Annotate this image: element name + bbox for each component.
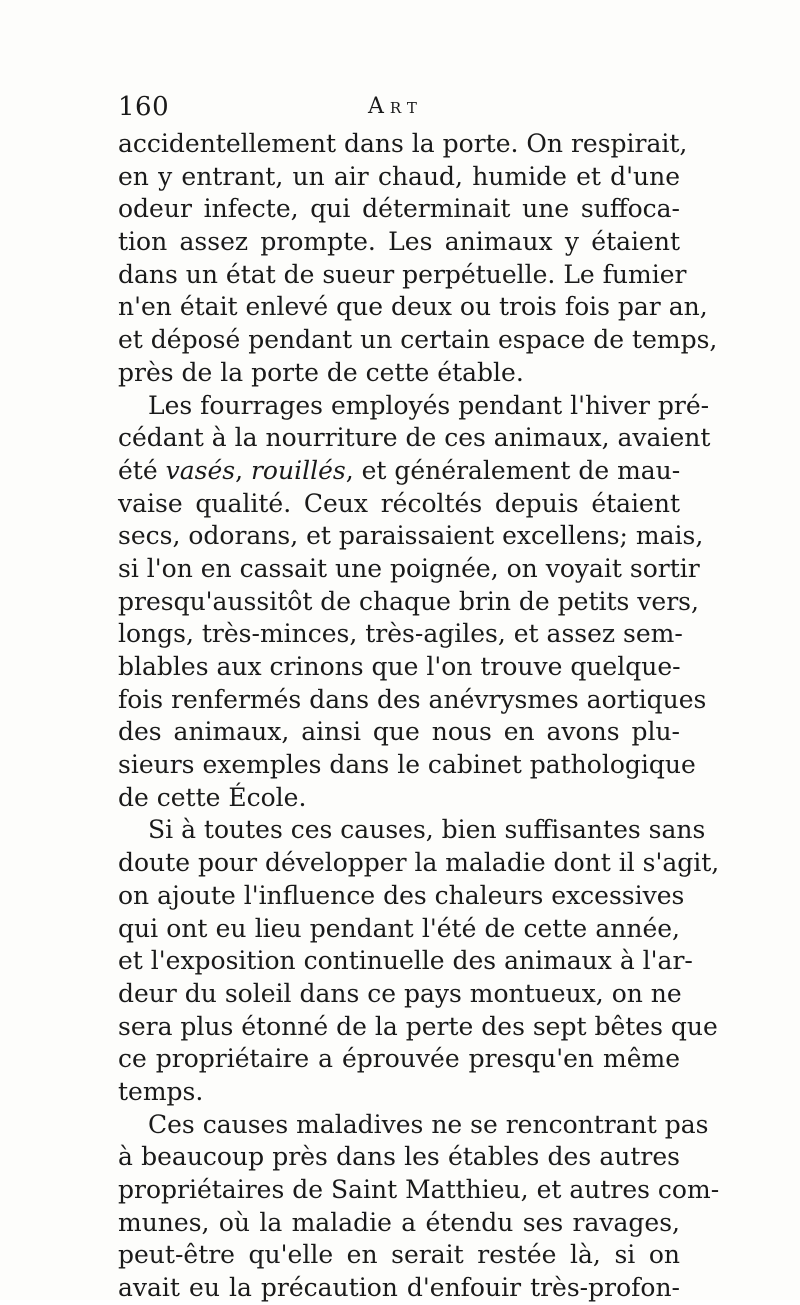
paragraph-start-line: Si à toutes ces causes, bien suffisantes sans (148, 815, 706, 845)
text-line: à beaucoup près dans les étables des autres (118, 1142, 680, 1172)
text-line: près de la porte de cette étable. (118, 357, 524, 387)
text-line: avait eu la précaution d'enfouir très-profon- (118, 1273, 680, 1303)
running-head: Art (368, 94, 423, 119)
text-line: accidentellement dans la porte. On respirait, (118, 129, 688, 158)
text-line: si l'on en cassait une poignée, on voyait sortir (118, 553, 700, 583)
text-line: n'en était enlevé que deux ou trois fois par an, (118, 292, 708, 322)
text-line: peut-être qu'elle en serait restée là, si on (118, 1240, 680, 1270)
text-line: sieurs exemples dans le cabinet pathologique (118, 750, 696, 780)
text-line: ce propriétaire a éprouvée presqu'en même (118, 1044, 680, 1074)
paragraph-start-line: Ces causes maladives ne se rencontrant pas (148, 1109, 709, 1139)
text-line: sera plus étonné de la perte des sept bêtes que (118, 1011, 718, 1041)
text-line: doute pour développer la maladie dont il s'agit, (118, 848, 720, 878)
page-number: 160 (118, 92, 170, 122)
text-line: temps. (118, 1076, 204, 1106)
text-line: munes, où la maladie a étendu ses ravages, (118, 1207, 680, 1237)
text-line: de cette École. (118, 782, 307, 812)
text-line: presqu'aussitôt de chaque brin de petits vers, (118, 586, 699, 616)
text-line: dans un état de sueur perpétuelle. Le fumier (118, 259, 687, 289)
text-line: été vasés, rouillés, et généralement de mau- (118, 455, 681, 485)
text-line: et l'exposition continuelle des animaux à l'ar- (118, 946, 693, 976)
body-text (118, 128, 720, 1305)
text-line: et déposé pendant un certain espace de temps, (118, 325, 718, 355)
italic-word: vasés (165, 455, 236, 485)
text-line: blables aux crinons que l'on trouve quelque- (118, 652, 681, 681)
text-line: cédant à la nourriture de ces animaux, avaient (118, 423, 711, 453)
text-line: odeur infecte, qui déterminait une suffoca- (118, 194, 680, 224)
text-line: qui ont eu lieu pendant l'été de cette année, (118, 913, 680, 943)
text-line: des animaux, ainsi que nous en avons plu- (118, 717, 680, 747)
text-line: tion assez prompte. Les animaux y étaient (118, 227, 680, 257)
text-line: deur du soleil dans ce pays montueux, on ne (118, 978, 682, 1008)
page-header (118, 92, 688, 126)
paragraph-start-line: Les fourrages employés pendant l'hiver pré- (148, 390, 710, 420)
text-line: longs, très-minces, très-agiles, et assez sem- (118, 619, 683, 649)
text-line: on ajoute l'influence des chaleurs excessives (118, 880, 685, 910)
text-line: fois renfermés dans des anévrysmes aortiques (118, 684, 707, 714)
text-line: propriétaires de Saint Matthieu, et autres com- (118, 1175, 720, 1204)
italic-word: rouillés (250, 455, 346, 485)
text-line: en y entrant, un air chaud, humide et d'une (118, 161, 680, 191)
text-line: secs, odorans, et paraissaient excellens; mais, (118, 521, 704, 551)
text-line: vaise qualité. Ceux récoltés depuis étaient (118, 488, 680, 518)
